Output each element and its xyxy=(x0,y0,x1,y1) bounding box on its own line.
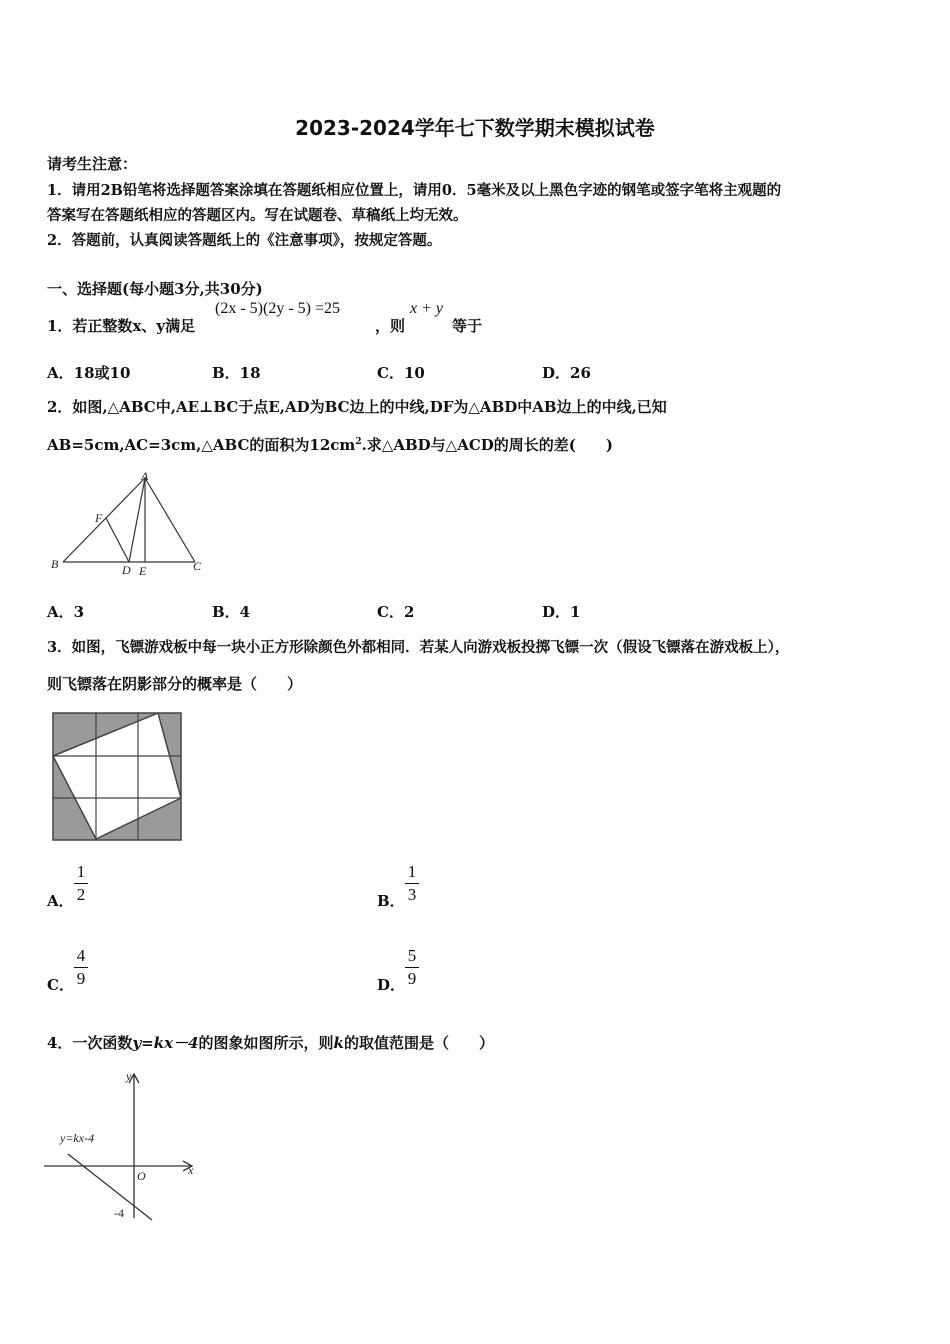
q3-option-a-fraction[interactable] xyxy=(74,862,88,905)
q3-option-d-fraction[interactable] xyxy=(405,946,419,989)
q3-option-b-fraction[interactable] xyxy=(405,862,419,905)
q3-option-b-denominator: 3 xyxy=(407,885,417,904)
q2-label-c: C xyxy=(193,559,202,573)
q2-label-f: F xyxy=(95,511,103,525)
q1-prefix: 1．若正整数x、y满足 xyxy=(47,317,196,335)
q2-side-ab xyxy=(63,478,145,562)
q3-option-a-numerator: 1 xyxy=(76,862,86,881)
q3-option-d-denominator: 9 xyxy=(407,969,417,988)
q4-function-line xyxy=(68,1154,152,1220)
q3-line-2: 则飞镖落在阴影部分的概率是（ ） xyxy=(47,675,303,693)
q3-line-1: 3．如图，飞镖游戏板中每一块小正方形除颜色外都相同．若某人向游戏板投掷飞镖一次（假设飞镖落在游戏板上）， xyxy=(47,639,790,656)
q2-option-a[interactable]: A．3 xyxy=(47,603,85,621)
q4-prefix: 4．一次函数 xyxy=(47,1034,133,1052)
q2-line-2 xyxy=(47,434,613,455)
q2-triangle-figure xyxy=(45,470,215,580)
notice-heading: 请考生注意： xyxy=(47,155,138,173)
notice-line-1: 1．请用2B铅笔将选择题答案涂填在答题纸相应位置上，请用0．5毫米及以上黑色字迹的钢笔或签字笔将主观题的 xyxy=(47,182,782,199)
q2-line-2a: AB=5cm,AC=3cm,△ABC的面积为12cm xyxy=(47,436,356,454)
section-heading: 一、选择题(每小题3分,共30分) xyxy=(47,280,263,298)
q4-graph-figure xyxy=(42,1066,212,1226)
q2-option-c[interactable]: C．2 xyxy=(377,603,415,621)
q2-option-b[interactable]: B．4 xyxy=(212,603,251,621)
q4-question xyxy=(47,1032,494,1053)
q4-label-x: x xyxy=(188,1163,194,1177)
q4-label-origin: O xyxy=(137,1169,146,1183)
q3-option-c-numerator: 4 xyxy=(76,946,86,965)
q1-option-c[interactable]: C．10 xyxy=(377,364,425,382)
q4-mid: 的图象如图所示，则 xyxy=(198,1034,334,1052)
q3-option-a-label[interactable]: A． xyxy=(47,892,74,910)
q2-line-2b: .求△ABD与△ACD的周长的差( ) xyxy=(361,436,613,454)
q3-option-b-numerator: 1 xyxy=(407,862,417,881)
q1-option-a[interactable]: A．18或10 xyxy=(47,364,131,382)
q1-mid: ，则 xyxy=(375,317,406,335)
q1-option-b[interactable]: B．18 xyxy=(212,364,261,382)
q2-median-ad xyxy=(129,478,145,562)
q2-label-d: D xyxy=(122,563,131,577)
q1-equation: (2x - 5)(2y - 5) =25 xyxy=(215,300,340,317)
q3-option-d-label[interactable]: D． xyxy=(377,976,406,994)
q4-label-y: y xyxy=(126,1069,132,1083)
q2-side-ac xyxy=(145,478,195,562)
q2-superscript: 2 xyxy=(355,437,362,447)
q1-option-d[interactable]: D．26 xyxy=(542,364,591,382)
q4-label-line: y=kx-4 xyxy=(60,1131,95,1145)
q1-expression: x + y xyxy=(410,300,443,317)
q1-suffix: 等于 xyxy=(452,317,483,335)
q4-k: k xyxy=(333,1034,344,1052)
q3-option-b-label[interactable]: B． xyxy=(377,892,405,910)
page-title: 2023-2024学年七下数学期末模拟试卷 xyxy=(295,116,655,140)
q2-option-d[interactable]: D．1 xyxy=(542,603,581,621)
q4-function: y=kx－4 xyxy=(132,1034,199,1052)
notice-line-1b: 答案写在答题纸相应的答题区内。写在试题卷、草稿纸上均无效。 xyxy=(47,207,468,224)
q2-line-1: 2．如图,△ABC中,AE⊥BC于点E,AD为BC边上的中线,DF为△ABD中AB边上的中线,已知 xyxy=(47,398,667,416)
q3-option-d-numerator: 5 xyxy=(407,946,417,965)
q2-label-e: E xyxy=(139,564,147,578)
q3-option-c-label[interactable]: C． xyxy=(47,976,74,994)
notice-line-2: 2．答题前，认真阅读答题纸上的《注意事项》，按规定答题。 xyxy=(47,232,442,249)
q2-median-df xyxy=(106,518,129,562)
q3-dartboard-figure xyxy=(52,712,182,842)
q2-label-a: A xyxy=(141,469,149,483)
q2-label-b: B xyxy=(51,557,59,571)
q3-option-c-fraction[interactable] xyxy=(74,946,88,989)
q3-option-c-denominator: 9 xyxy=(76,969,86,988)
q4-suffix: 的取值范围是（ ） xyxy=(343,1034,494,1052)
q4-label-intercept: -4 xyxy=(114,1206,124,1220)
q3-option-a-denominator: 2 xyxy=(76,885,86,904)
